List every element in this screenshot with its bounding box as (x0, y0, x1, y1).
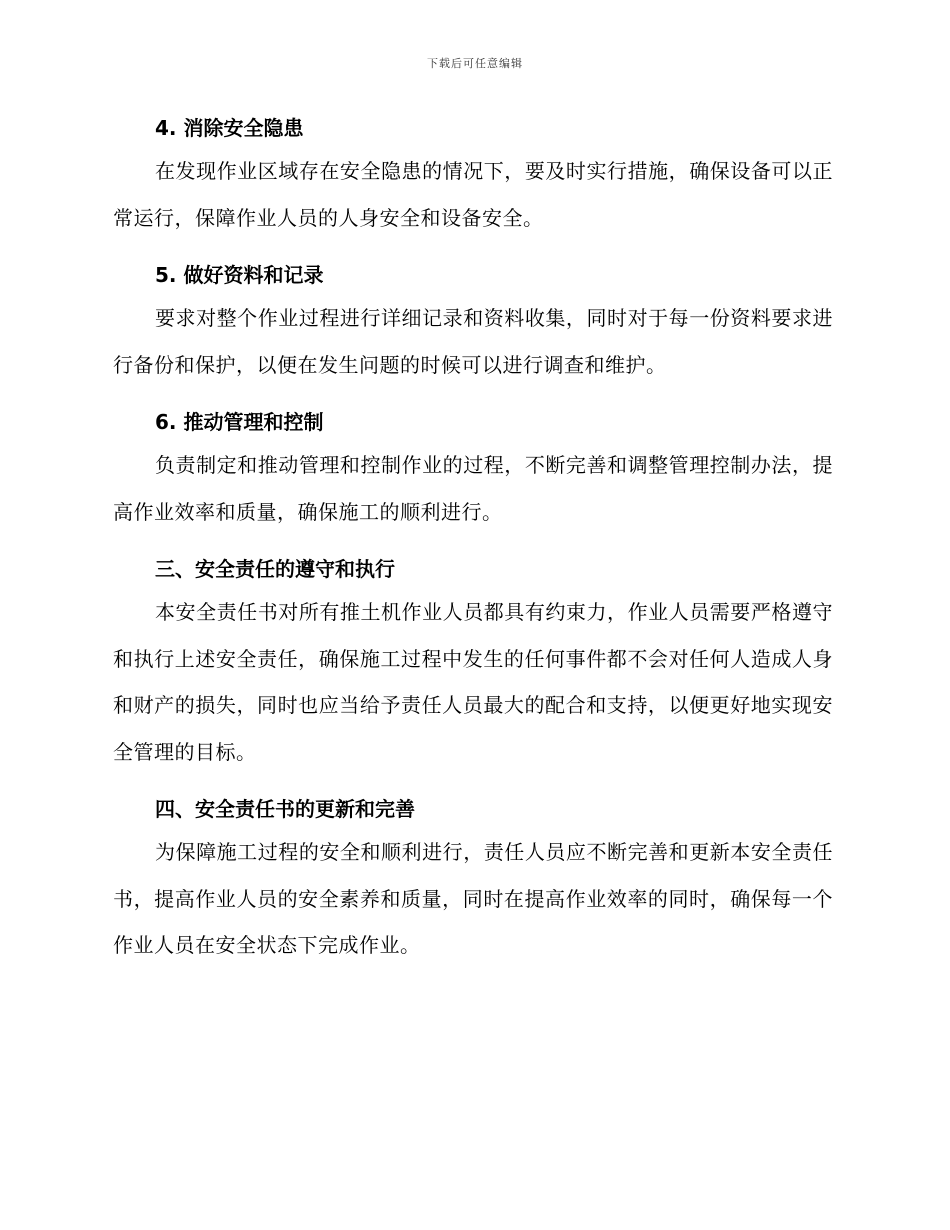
section-paragraph: 本安全责任书对所有推土机作业人员都具有约束力，作业人员需要严格遵守和执行上述安全责任，确保施工过程中发生的任何事件都不会对任何人造成人身和财产的损失，同时也应当给予责任人员最大的配合和支持，以便更好地实现安全管理的目标。 (113, 600, 833, 764)
section-heading: 四、安全责任书的更新和完善 (155, 797, 415, 821)
section-heading: 4. 消除安全隐患 (155, 116, 304, 140)
section-paragraph: 负责制定和推动管理和控制作业的过程，不断完善和调整管理控制办法，提高作业效率和质量，确保施工的顺利进行。 (113, 453, 833, 524)
section-update (113, 789, 833, 969)
section-compliance (113, 549, 833, 775)
section-heading: 5. 做好资料和记录 (155, 263, 324, 287)
section-5 (113, 255, 833, 388)
section-paragraph: 为保障施工过程的安全和顺利进行，责任人员应不断完善和更新本安全责任书，提高作业人员的安全素养和质量，同时在提高作业效率的同时，确保每一个作业人员在安全状态下完成作业。 (113, 840, 833, 957)
section-6 (113, 402, 833, 535)
section-heading: 三、安全责任的遵守和执行 (155, 557, 395, 581)
section-4 (113, 108, 833, 241)
section-paragraph: 在发现作业区域存在安全隐患的情况下，要及时实行措施，确保设备可以正常运行，保障作业人员的人身安全和设备安全。 (113, 159, 833, 230)
section-heading: 6. 推动管理和控制 (155, 410, 324, 434)
header-note: 下载后可任意编辑 (427, 57, 523, 70)
section-paragraph: 要求对整个作业过程进行详细记录和资料收集，同时对于每一份资料要求进行备份和保护，以便在发生问题的时候可以进行调查和维护。 (113, 306, 833, 377)
document-body (113, 108, 833, 969)
